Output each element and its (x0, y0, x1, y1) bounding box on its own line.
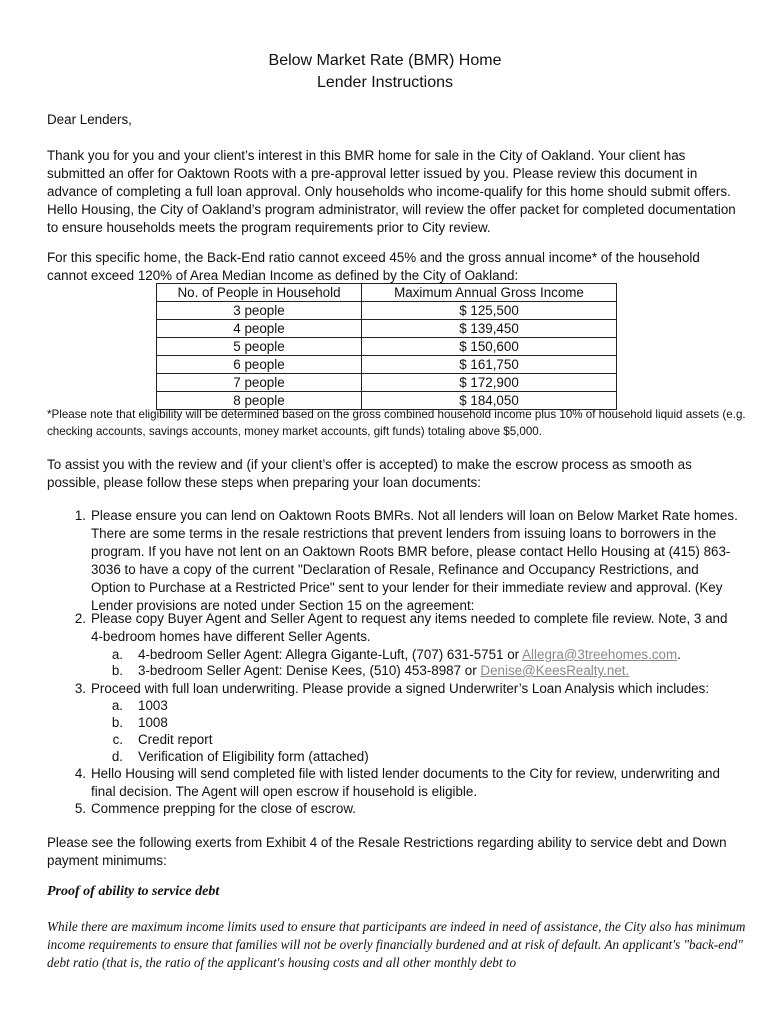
proof-paragraph: While there are maximum income limits used to ensure that participants are indeed in need of assistance, the City also has minimum income requirements to ensure that families will not be overly financially burdened and at risk of default. An applicant's "back-end" debt ratio (that is, the ratio of the applicant's housing costs and all other monthly debt to (47, 919, 746, 970)
max-income-cell: $ 125,500 (362, 302, 617, 320)
table-row (157, 320, 617, 338)
step-3a-label: a. (111, 698, 123, 713)
step-5-text: Commence prepping for the close of escrow. (91, 801, 356, 816)
table-header-row (157, 284, 617, 302)
step-4-text: Hello Housing will send completed file with listed lender documents to the City for review, underwriting and final decision. The Agent will open escrow if household is eligible. (91, 766, 720, 799)
step-2-number: 2. (74, 611, 86, 626)
table-row (157, 356, 617, 374)
step-2-text: Please copy Buyer Agent and Seller Agent to request any items needed to complete file review. Note, 3 and 4-bedroom homes have different Seller Agents. (91, 611, 728, 644)
step-1-number: 1. (74, 508, 86, 523)
table-row (157, 302, 617, 320)
max-income-cell: $ 172,900 (362, 374, 617, 392)
step-3c-label: c. (112, 732, 123, 747)
sentence-period: . (677, 647, 681, 662)
eligibility-footnote: *Please note that eligibility will be determined based on the gross combined household income plus 10% of household liquid assets (e.g. checking accounts, savings accounts, money market accounts, gift funds) totaling above $5,000. (47, 408, 746, 438)
step-3c-text: Credit report (138, 732, 213, 747)
table-row (157, 374, 617, 392)
household-size-cell: 5 people (157, 338, 362, 356)
household-size-cell: 3 people (157, 302, 362, 320)
step-2b-text (138, 662, 738, 680)
email-link-denise[interactable]: Denise@KeesRealty.net. (480, 663, 630, 678)
household-size-cell: 4 people (157, 320, 362, 338)
step-1-text: Please ensure you can lend on Oaktown Roots BMRs. Not all lenders will loan on Below Market Rate homes. There are some terms in the resale restrictions that prevent lenders from issuing loans to borrowers in the program. If you have not lent on an Oaktown Roots BMR before, please contact Hello Housing at (415) 863-3036 to have a copy of the current "Declaration of Resale, Refinance and Occupancy Restrictions, and Option to Purchase at a Restricted Price" sent to your lender for their immediate review and approval. (Key Lender provisions are noted under Section 15 on the agreement: (91, 508, 738, 613)
step-3-number: 3. (74, 681, 86, 696)
step-3b-label: b. (111, 715, 123, 730)
greeting: Dear Lenders, (47, 112, 132, 127)
proof-heading: Proof of ability to service debt (47, 884, 220, 899)
document-subtitle: Lender Instructions (316, 74, 454, 91)
step-3-text: Proceed with full loan underwriting. Please provide a signed Underwriter’s Loan Analysis which includes: (91, 681, 710, 696)
household-size-cell: 8 people (157, 392, 362, 410)
step-5-number: 5. (74, 801, 86, 816)
max-income-cell: $ 161,750 (362, 356, 617, 374)
step-2a-label: a. (111, 647, 123, 662)
assist-paragraph: To assist you with the review and (if your client’s offer is accepted) to make the escrow process as smooth as possible, please follow these steps when preparing your loan documents: (47, 457, 692, 490)
step-4-number: 4. (74, 766, 86, 781)
limits-paragraph: For this specific home, the Back-End ratio cannot exceed 45% and the gross annual income* of the household cannot exceed 120% of Area Median Income as defined by the City of Oakland: (47, 250, 700, 283)
seller-agent-3br: 3-bedroom Seller Agent: Denise Kees, (510) 453-8987 or (138, 663, 481, 678)
income-limits-table (156, 283, 617, 410)
household-size-cell: 6 people (157, 356, 362, 374)
max-income-cell: $ 184,050 (362, 392, 617, 410)
household-size-cell: 7 people (157, 374, 362, 392)
max-income-cell: $ 139,450 (362, 320, 617, 338)
step-3d-text: Verification of Eligibility form (attached) (138, 749, 369, 764)
max-income-cell: $ 150,600 (362, 338, 617, 356)
intro-paragraph: Thank you for you and your client’s interest in this BMR home for sale in the City of Oakland. Your client has submitted an offer for Oaktown Roots with a pre-approval letter issued by you. Please review this document in advance of completing a full loan approval. Only households who income-qualify for this home should submit offers. Hello Housing, the City of Oakland’s program administrator, will review the offer packet for completed documentation to ensure households meets the program requirements prior to City review. (47, 148, 736, 235)
document-title: Below Market Rate (BMR) Home (268, 52, 502, 69)
table-row (157, 338, 617, 356)
seller-agent-4br: 4-bedroom Seller Agent: Allegra Gigante-Luft, (707) 631-5751 or (138, 647, 523, 662)
step-2b-label: b. (111, 663, 123, 678)
exhibit-paragraph: Please see the following exerts from Exhibit 4 of the Resale Restrictions regarding ability to service debt and Down payment minimums: (47, 835, 727, 868)
step-3b-text: 1008 (138, 715, 168, 730)
header-max-income: Maximum Annual Gross Income (362, 284, 617, 302)
header-household-size: No. of People in Household (157, 284, 362, 302)
email-link-allegra[interactable]: Allegra@3treehomes.com (522, 647, 678, 662)
step-3d-label: d. (111, 749, 123, 764)
step-3a-text: 1003 (138, 698, 168, 713)
